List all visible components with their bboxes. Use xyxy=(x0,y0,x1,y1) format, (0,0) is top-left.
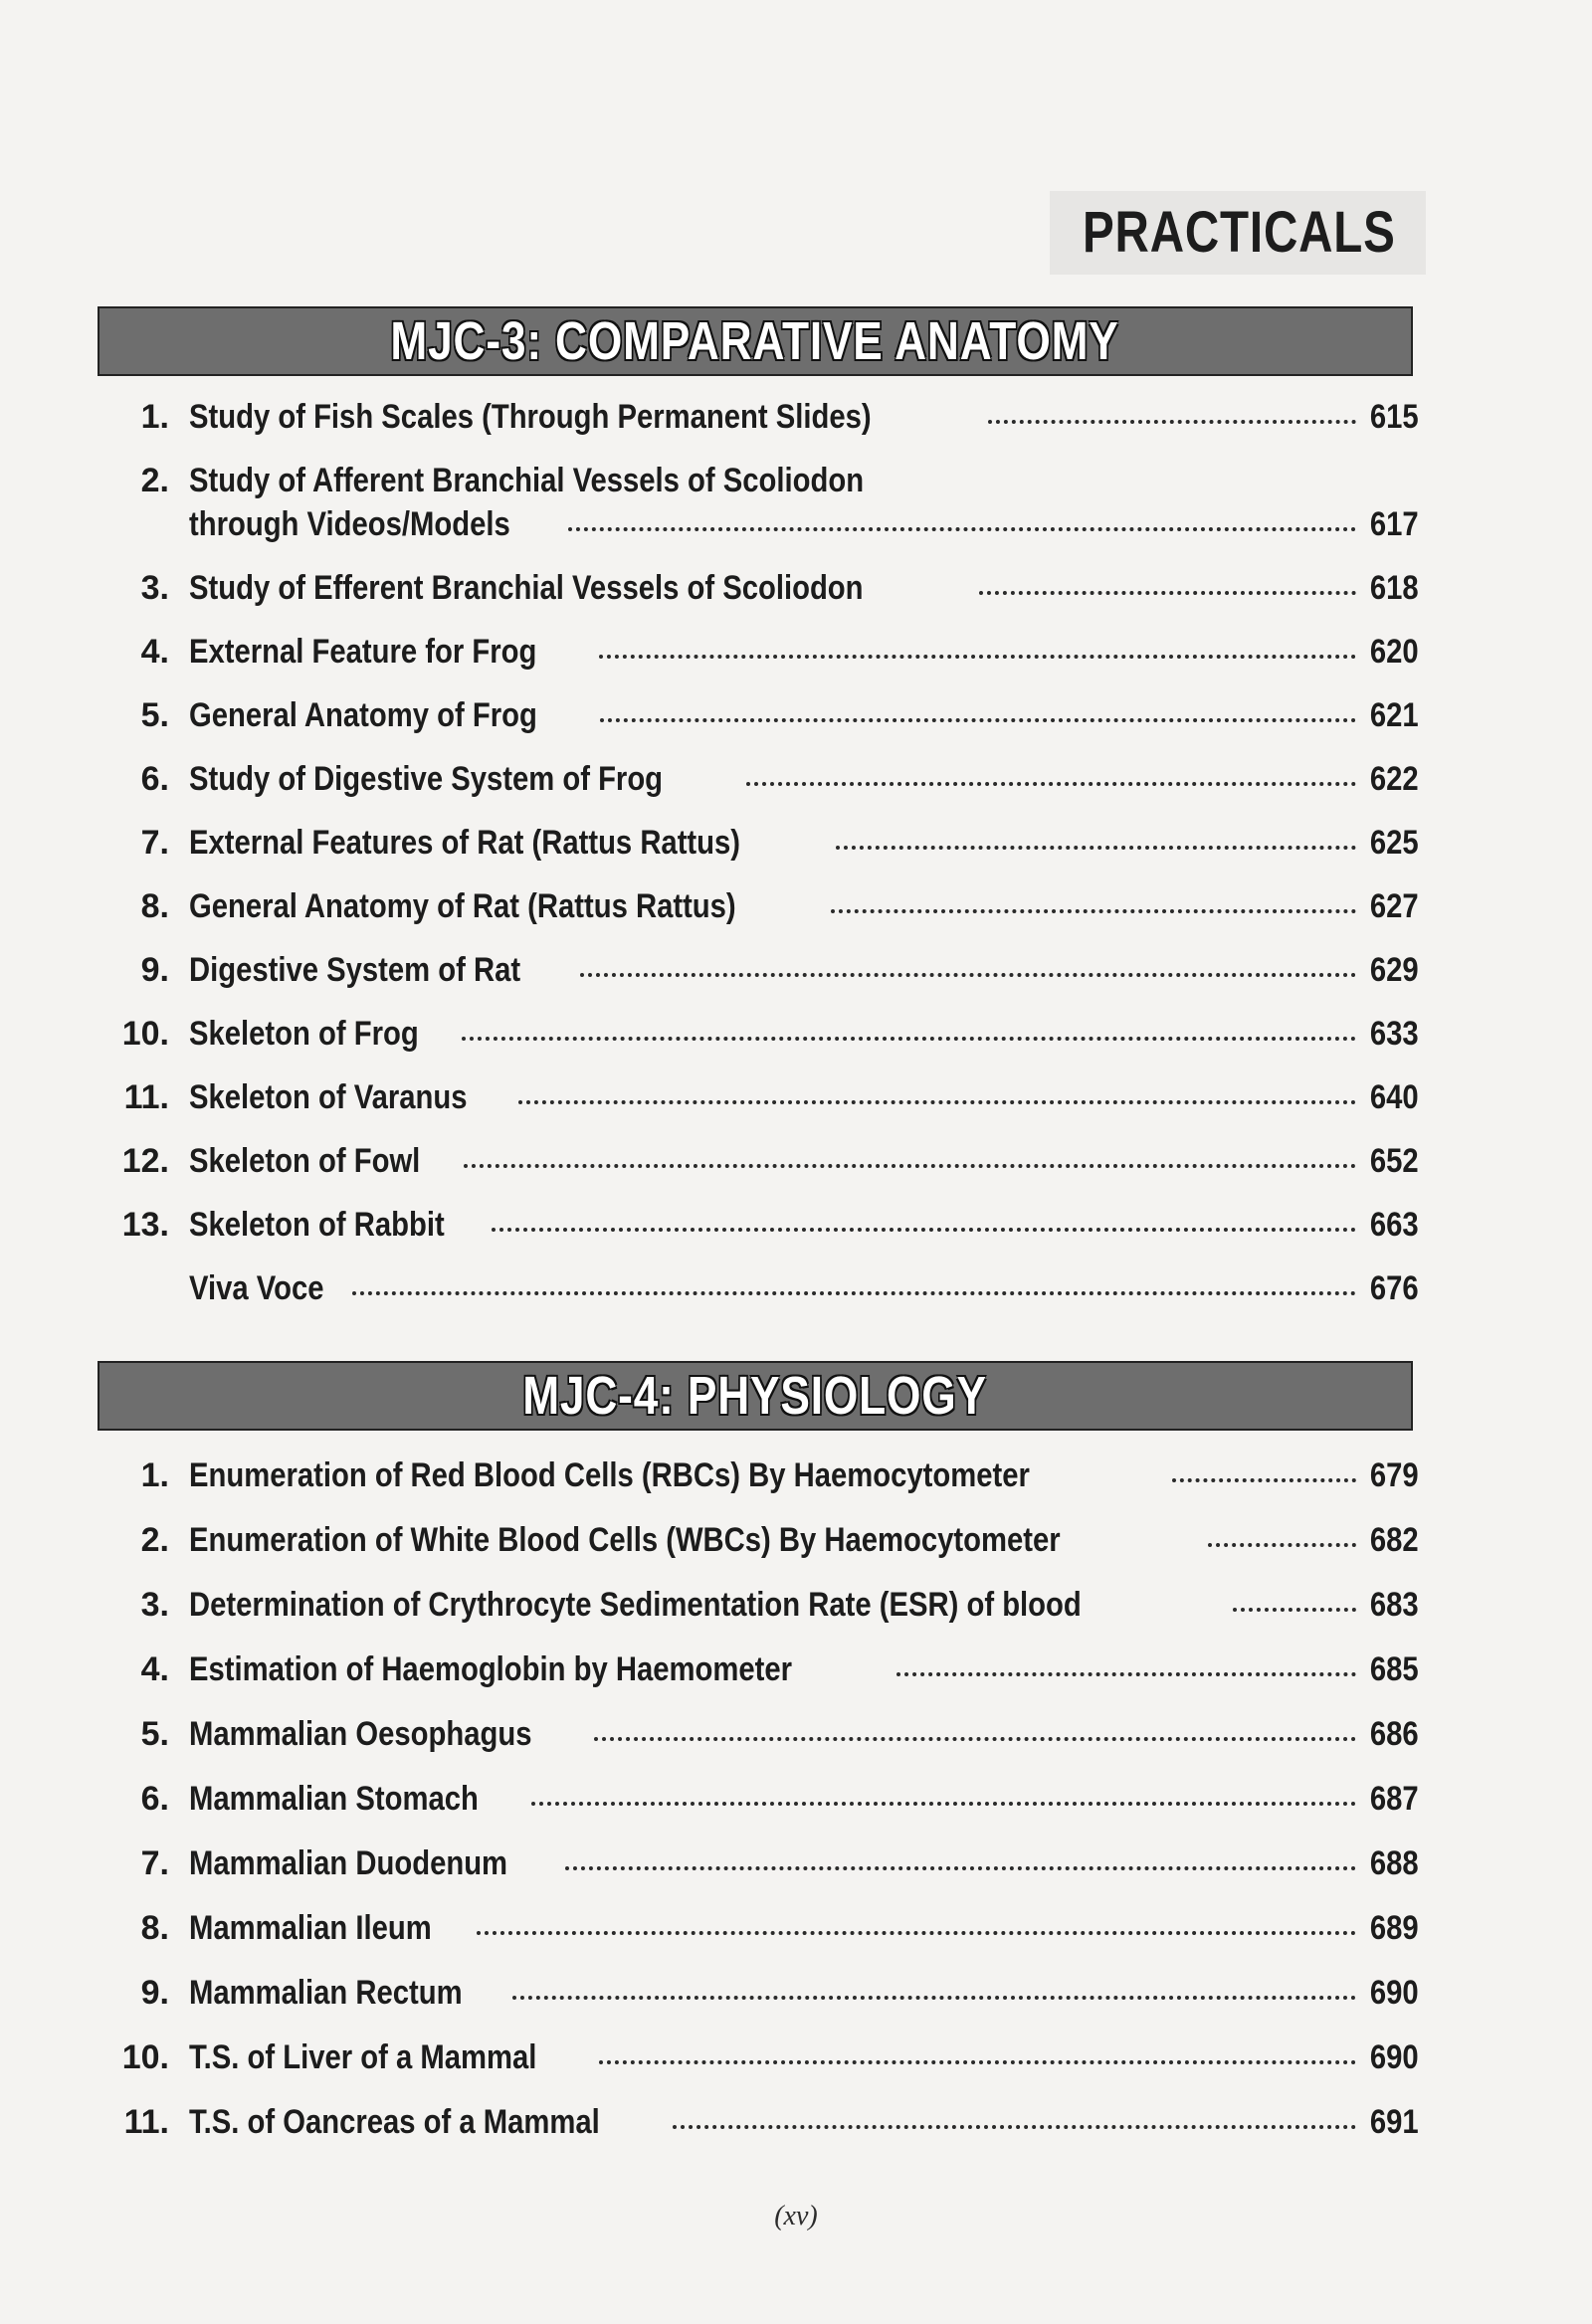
entry-page: 625 xyxy=(1369,824,1419,862)
toc-entry xyxy=(109,633,1418,672)
entry-page: 615 xyxy=(1369,398,1419,436)
entry-page: 640 xyxy=(1369,1078,1419,1116)
dot-leader xyxy=(518,1100,1356,1104)
entry-number: 9. xyxy=(140,1974,169,2012)
entry-title: Skeleton of Fowl xyxy=(189,1142,421,1180)
dot-leader xyxy=(599,655,1356,659)
page-number: (xv) xyxy=(774,2201,818,2231)
entry-page: 620 xyxy=(1369,633,1419,671)
dot-leader xyxy=(568,527,1356,531)
toc-entry xyxy=(109,1456,1418,1495)
entry-number: 3. xyxy=(140,1586,169,1624)
dot-leader xyxy=(673,2125,1356,2129)
entry-number: 4. xyxy=(140,633,169,671)
toc-entry xyxy=(109,1206,1418,1245)
entry-title: Study of Afferent Branchial Vessels of Scoliodon xyxy=(189,462,865,499)
entry-number: 5. xyxy=(140,1715,169,1753)
entry-number: 11. xyxy=(123,2103,169,2141)
entry-number: 10. xyxy=(121,2038,169,2076)
toc-entry xyxy=(109,1586,1418,1625)
entry-title: Viva Voce xyxy=(189,1269,324,1307)
entry-page: 663 xyxy=(1369,1206,1419,1244)
entry-number: 6. xyxy=(140,1780,169,1818)
toc-entry xyxy=(109,462,1418,500)
dot-leader xyxy=(594,1737,1356,1741)
entry-number: 5. xyxy=(140,696,169,734)
entry-number: 2. xyxy=(140,462,169,499)
entry-title: Skeleton of Frog xyxy=(189,1015,419,1053)
entry-page: 676 xyxy=(1369,1269,1419,1307)
dot-leader xyxy=(492,1228,1356,1232)
toc-entry xyxy=(109,1521,1418,1560)
entry-title: Estimation of Haemoglobin by Haemometer xyxy=(189,1650,793,1688)
entry-number: 9. xyxy=(140,951,169,989)
entry-title: Determination of Crythrocyte Sedimentation Rate (ESR) of blood xyxy=(189,1586,1082,1624)
entry-title: Study of Fish Scales (Through Permanent Slides) xyxy=(189,398,872,436)
entry-page: 622 xyxy=(1369,760,1419,798)
entry-title-continued: through Videos/Models xyxy=(189,505,510,543)
entry-title: External Features of Rat (Rattus Rattus) xyxy=(189,824,741,862)
entry-page: 685 xyxy=(1369,1650,1419,1688)
dot-leader xyxy=(512,1996,1356,2000)
dot-leader xyxy=(352,1291,1356,1295)
dot-leader xyxy=(462,1037,1356,1041)
entry-number: 2. xyxy=(140,1521,169,1559)
entry-title: Enumeration of Red Blood Cells (RBCs) By Haemocytometer xyxy=(189,1456,1030,1494)
entry-page: 633 xyxy=(1369,1015,1419,1053)
entry-number: 13. xyxy=(121,1206,169,1244)
entry-title: Mammalian Oesophagus xyxy=(189,1715,532,1753)
dot-leader xyxy=(599,2060,1356,2064)
entry-page: 690 xyxy=(1369,1974,1419,2012)
toc-entry xyxy=(109,569,1418,608)
toc-entry xyxy=(109,951,1418,990)
entry-number: 10. xyxy=(121,1015,169,1053)
entry-title: General Anatomy of Frog xyxy=(189,696,537,734)
toc-entry xyxy=(109,887,1418,926)
entry-title: Skeleton of Rabbit xyxy=(189,1206,445,1244)
entry-page: 617 xyxy=(1369,505,1419,543)
entry-number: 12. xyxy=(121,1142,169,1180)
toc-entry xyxy=(109,1142,1418,1181)
section-title: MJC-4: PHYSIOLOGY xyxy=(522,1366,988,1426)
entry-page: 691 xyxy=(1369,2103,1419,2141)
dot-leader xyxy=(565,1866,1356,1870)
entry-title: Skeleton of Varanus xyxy=(189,1078,468,1116)
toc-entry xyxy=(109,1078,1418,1117)
toc-entry xyxy=(109,1015,1418,1054)
entry-page: 689 xyxy=(1369,1909,1419,1947)
entry-page: 679 xyxy=(1369,1456,1419,1494)
entry-title: General Anatomy of Rat (Rattus Rattus) xyxy=(189,887,736,925)
entry-title: Mammalian Duodenum xyxy=(189,1844,508,1882)
section-header-mjc4 xyxy=(98,1361,1413,1431)
dot-leader xyxy=(831,909,1356,913)
toc-entry xyxy=(109,2103,1418,2142)
entry-page: 621 xyxy=(1369,696,1419,734)
page-title: PRACTICALS xyxy=(1083,200,1396,265)
toc-entry xyxy=(109,1844,1418,1883)
toc-entry xyxy=(109,696,1418,735)
entry-page: 682 xyxy=(1369,1521,1419,1559)
dot-leader xyxy=(531,1802,1356,1806)
toc-entry xyxy=(109,398,1418,437)
entry-page: 627 xyxy=(1369,887,1419,925)
entry-page: 688 xyxy=(1369,1844,1419,1882)
entry-number: 1. xyxy=(140,1456,169,1494)
toc-entry xyxy=(109,1974,1418,2013)
entry-page: 618 xyxy=(1369,569,1419,607)
entry-page: 629 xyxy=(1369,951,1419,989)
dot-leader xyxy=(477,1931,1356,1935)
entry-number: 11. xyxy=(123,1078,169,1116)
entry-title: Enumeration of White Blood Cells (WBCs) By Haemocytometer xyxy=(189,1521,1061,1559)
dot-leader xyxy=(1208,1543,1356,1547)
dot-leader xyxy=(988,420,1356,424)
dot-leader xyxy=(600,718,1356,722)
entry-page: 690 xyxy=(1369,2038,1419,2076)
dot-leader xyxy=(836,846,1356,850)
entry-title: T.S. of Oancreas of a Mammal xyxy=(189,2103,600,2141)
toc-entry-continuation xyxy=(109,505,1418,544)
dot-leader xyxy=(464,1164,1356,1168)
entry-title: Mammalian Rectum xyxy=(189,1974,463,2012)
entry-page: 652 xyxy=(1369,1142,1419,1180)
dot-leader xyxy=(979,591,1356,595)
toc-entry xyxy=(109,1780,1418,1819)
entry-title: T.S. of Liver of a Mammal xyxy=(189,2038,537,2076)
entry-title: Mammalian Ileum xyxy=(189,1909,432,1947)
toc-entry xyxy=(109,1715,1418,1754)
entry-page: 687 xyxy=(1369,1780,1419,1818)
dot-leader xyxy=(746,782,1356,786)
entry-number: 6. xyxy=(140,760,169,798)
entry-number: 8. xyxy=(140,1909,169,1947)
toc-entry xyxy=(109,1650,1418,1689)
toc-entry xyxy=(109,760,1418,799)
section-title: MJC-3: COMPARATIVE ANATOMY xyxy=(390,311,1120,371)
dot-leader xyxy=(1233,1608,1356,1612)
dot-leader xyxy=(1172,1478,1356,1482)
entry-title: Digestive System of Rat xyxy=(189,951,521,989)
toc-entry xyxy=(109,824,1418,863)
dot-leader xyxy=(896,1672,1356,1676)
toc-entry xyxy=(109,2038,1418,2077)
toc-entry xyxy=(109,1269,1418,1308)
entry-number: 7. xyxy=(140,1844,169,1882)
entry-number: 7. xyxy=(140,824,169,862)
entry-number: 1. xyxy=(140,398,169,436)
entry-page: 683 xyxy=(1369,1586,1419,1624)
section-header-mjc3 xyxy=(98,306,1413,376)
entry-title: Study of Efferent Branchial Vessels of Scoliodon xyxy=(189,569,864,607)
entry-page: 686 xyxy=(1369,1715,1419,1753)
entry-title: External Feature for Frog xyxy=(189,633,537,671)
entry-number: 3. xyxy=(140,569,169,607)
entry-title: Study of Digestive System of Frog xyxy=(189,760,664,798)
entry-title: Mammalian Stomach xyxy=(189,1780,479,1818)
entry-number: 8. xyxy=(140,887,169,925)
toc-entry xyxy=(109,1909,1418,1948)
entry-number: 4. xyxy=(140,1650,169,1688)
dot-leader xyxy=(580,973,1356,977)
